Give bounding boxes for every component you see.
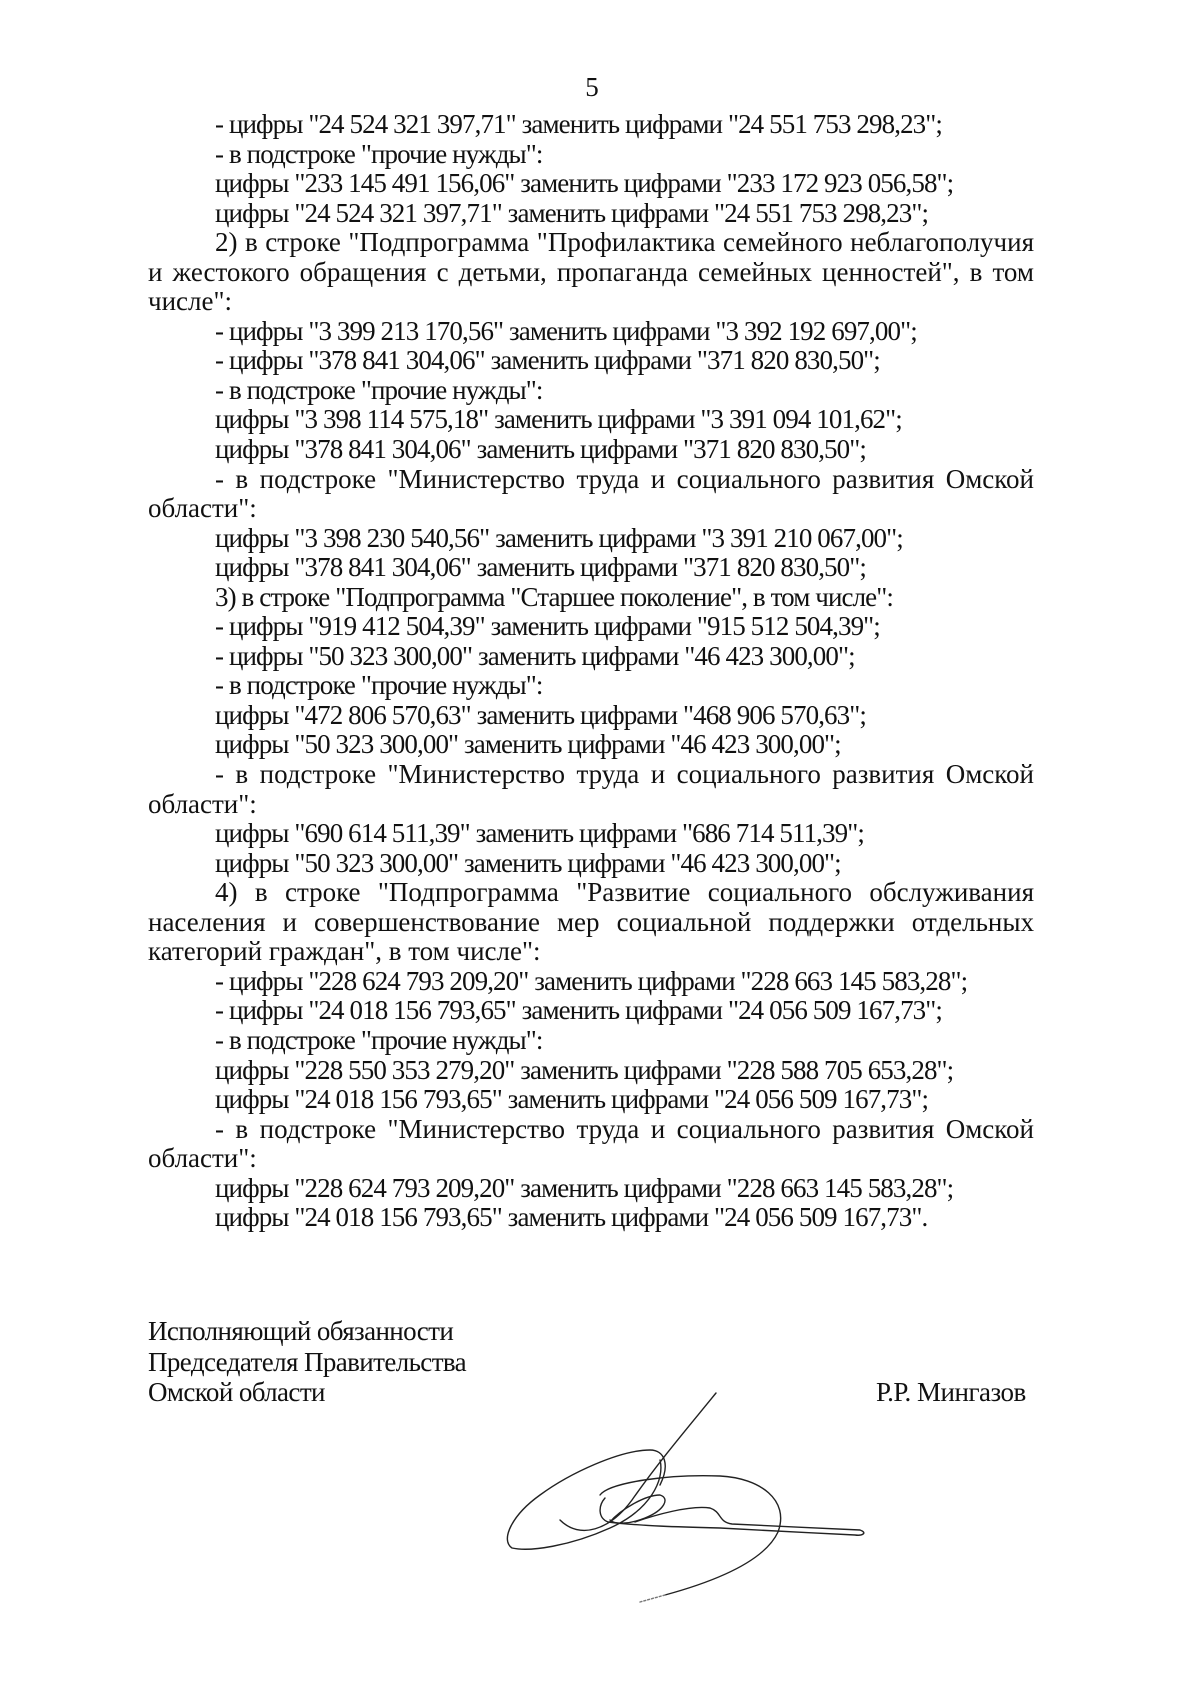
amendment-line: цифры "378 841 304,06" заменить цифрами "371 820 830,50";: [215, 552, 866, 583]
item-2-heading: 2) в строке "Подпрограмма "Профилактика семейного неблагополучия и жестокого обращения с детьми, пропаганда семейных ценностей", в том числе":: [148, 227, 1034, 317]
subline-heading: - в подстроке "Министерство труда и социального развития Омской области":: [148, 1113, 1034, 1174]
page-number: 5: [585, 72, 599, 102]
signatory-position-line: Омской области: [148, 1377, 325, 1407]
subline-heading: - в подстроке "прочие нужды":: [215, 1024, 543, 1055]
signatory-position-line: Председателя Правительства: [148, 1346, 467, 1377]
amendment-line: цифры "50 323 300,00" заменить цифрами "46 423 300,00";: [215, 847, 841, 878]
amendment-line: - цифры "228 624 793 209,20" заменить цифрами "228 663 145 583,28";: [215, 965, 968, 996]
item-4-heading: 4) в строке "Подпрограмма "Развитие социального обслуживания населения и совершенствование мер социальной поддержки отдельных категорий граждан", в том числе":: [148, 877, 1034, 967]
subline-heading: - в подстроке "прочие нужды":: [215, 138, 543, 169]
item-3-heading: 3) в строке "Подпрограмма "Старшее поколение", в том числе":: [215, 581, 893, 612]
amendment-line: цифры "690 614 511,39" заменить цифрами "686 714 511,39";: [215, 818, 864, 849]
amendment-line: цифры "233 145 491 156,06" заменить цифрами "233 172 923 056,58";: [215, 168, 954, 199]
signatory-position: [148, 1316, 466, 1408]
amendment-line: цифры "3 398 230 540,56" заменить цифрами "3 391 210 067,00";: [215, 522, 903, 553]
amendment-line: цифры "472 806 570,63" заменить цифрами "468 906 570,63";: [215, 699, 866, 730]
document-body: [148, 110, 1034, 1233]
subline-heading: - в подстроке "Министерство труда и социального развития Омской области":: [148, 463, 1034, 524]
signatory-position-line: Исполняющий обязанности: [148, 1316, 454, 1346]
amendment-line: цифры "24 018 156 793,65" заменить цифрами "24 056 509 167,73".: [215, 1202, 928, 1233]
amendment-line: цифры "24 018 156 793,65" заменить цифрами "24 056 509 167,73";: [215, 1084, 929, 1115]
amendment-line: цифры "228 550 353 279,20" заменить цифрами "228 588 705 653,28";: [215, 1054, 954, 1085]
amendment-line: цифры "24 524 321 397,71" заменить цифрами "24 551 753 298,23";: [215, 197, 929, 228]
amendment-line: - цифры "919 412 504,39" заменить цифрами "915 512 504,39";: [215, 611, 880, 642]
amendment-line: цифры "3 398 114 575,18" заменить цифрами "3 391 094 101,62";: [215, 404, 902, 435]
signatory-name: Р.Р. Мингазов: [876, 1377, 1026, 1407]
amendment-line: - цифры "378 841 304,06" заменить цифрами "371 820 830,50";: [215, 345, 880, 376]
amendment-line: цифры "378 841 304,06" заменить цифрами "371 820 830,50";: [215, 434, 866, 465]
subline-heading: - в подстроке "Министерство труда и социального развития Омской области":: [148, 759, 1034, 819]
subline-heading: - в подстроке "прочие нужды":: [215, 374, 543, 405]
amendment-line: цифры "228 624 793 209,20" заменить цифрами "228 663 145 583,28";: [215, 1172, 954, 1203]
subline-heading: - в подстроке "прочие нужды":: [215, 670, 543, 701]
amendment-line: - цифры "3 399 213 170,56" заменить цифрами "3 392 192 697,00";: [215, 315, 917, 346]
amendment-line: - цифры "50 323 300,00" заменить цифрами "46 423 300,00";: [215, 640, 855, 671]
amendment-line: - цифры "24 524 321 397,71" заменить цифрами "24 551 753 298,23";: [215, 109, 943, 139]
amendment-line: цифры "50 323 300,00" заменить цифрами "46 423 300,00";: [215, 729, 841, 760]
amendment-line: - цифры "24 018 156 793,65" заменить цифрами "24 056 509 167,73";: [215, 995, 943, 1026]
handwritten-signature-icon: [460, 1370, 1060, 1630]
